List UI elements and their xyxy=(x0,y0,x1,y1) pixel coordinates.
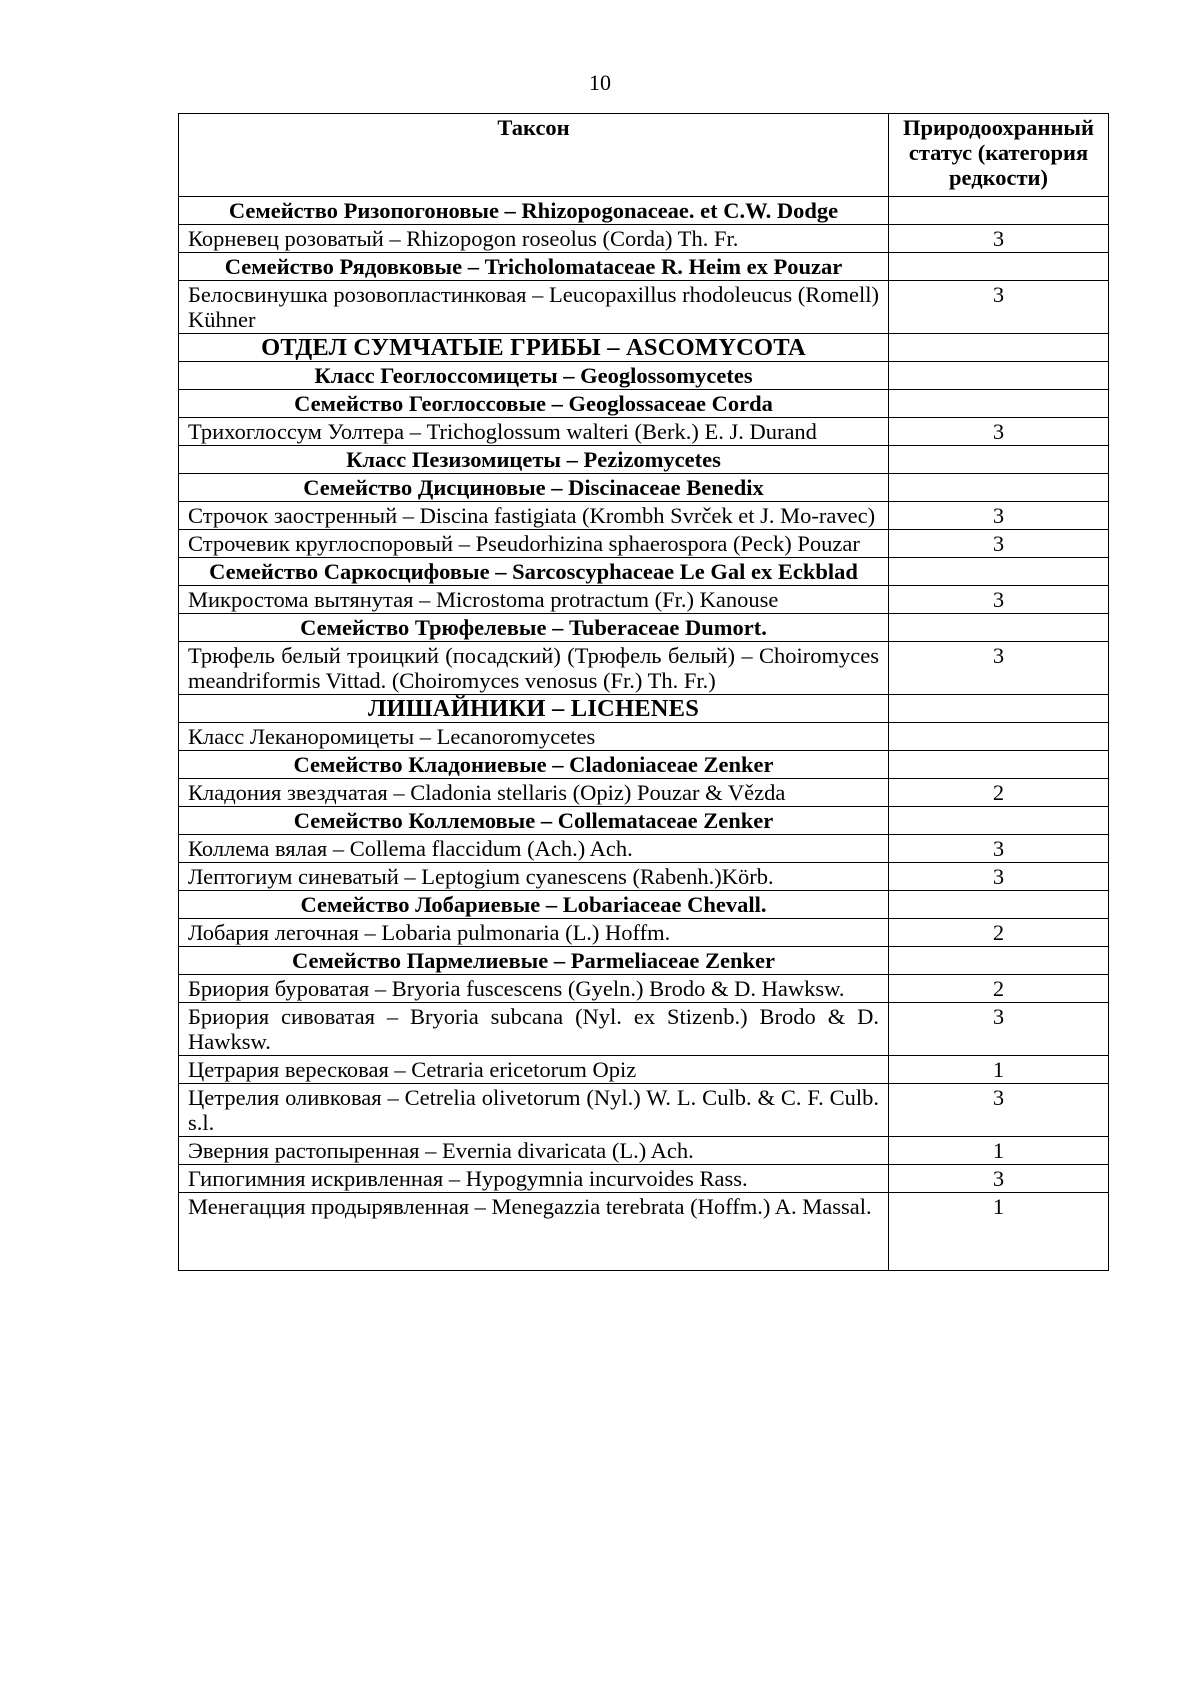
table-row-species xyxy=(179,642,1109,695)
table-row-species xyxy=(179,1084,1109,1137)
table-row-class xyxy=(179,362,1109,390)
table-row-class xyxy=(179,446,1109,474)
table-row-species xyxy=(179,225,1109,253)
table-row-species xyxy=(179,418,1109,446)
taxon-cell: Класс Пезизомицеты – Pezizomycetes xyxy=(179,446,889,474)
taxon-cell: Корневец розоватый – Rhizopogon roseolus (Corda) Th. Fr. xyxy=(179,225,889,253)
status-cell: 3 xyxy=(889,225,1109,253)
status-cell: 3 xyxy=(889,281,1109,334)
status-cell: 3 xyxy=(889,835,1109,863)
table-row-family xyxy=(179,891,1109,919)
taxon-cell: ЛИШАЙНИКИ – LICHENES xyxy=(179,695,889,723)
taxon-cell: Менегацция продырявленная – Menegazzia terebrata (Hoffm.) A. Massal. xyxy=(179,1193,889,1271)
table-row-family xyxy=(179,474,1109,502)
status-cell xyxy=(889,947,1109,975)
taxon-cell: Семейство Трюфелевые – Tuberaceae Dumort. xyxy=(179,614,889,642)
taxon-cell: Семейство Лобариевые – Lobariaceae Chevall. xyxy=(179,891,889,919)
taxon-cell: Семейство Ризопогоновые – Rhizopogonaceae. et C.W. Dodge xyxy=(179,197,889,225)
taxon-cell: Микростома вытянутая – Microstoma protractum (Fr.) Kanouse xyxy=(179,586,889,614)
taxon-cell: Коллема вялая – Collema flaccidum (Ach.) Ach. xyxy=(179,835,889,863)
status-cell: 2 xyxy=(889,779,1109,807)
status-cell: 3 xyxy=(889,586,1109,614)
taxon-cell: Класс Леканоромицеты – Lecanoromycetes xyxy=(179,723,889,751)
status-cell xyxy=(889,446,1109,474)
status-cell xyxy=(889,614,1109,642)
table-row-species xyxy=(179,1165,1109,1193)
red-book-table xyxy=(178,113,1109,1271)
status-cell: 1 xyxy=(889,1193,1109,1271)
taxon-cell: Цетрелия оливковая – Cetrelia olivetorum (Nyl.) W. L. Culb. & C. F. Culb. s.l. xyxy=(179,1084,889,1137)
taxon-cell: Семейство Геоглоссовые – Geoglossaceae Corda xyxy=(179,390,889,418)
status-cell xyxy=(889,558,1109,586)
status-cell: 3 xyxy=(889,863,1109,891)
table-row-species xyxy=(179,1003,1109,1056)
status-cell xyxy=(889,474,1109,502)
table-body xyxy=(179,197,1109,1271)
table-row-species xyxy=(179,779,1109,807)
status-cell xyxy=(889,334,1109,362)
page-number: 10 xyxy=(589,70,611,95)
table-row-species xyxy=(179,975,1109,1003)
status-cell: 3 xyxy=(889,1084,1109,1137)
table-row-family xyxy=(179,807,1109,835)
taxon-cell: ОТДЕЛ СУМЧАТЫЕ ГРИБЫ – ASCOMYCOTA xyxy=(179,334,889,362)
taxon-cell: Семейство Саркосцифовые – Sarcoscyphaceae Le Gal ex Eckblad xyxy=(179,558,889,586)
status-cell: 3 xyxy=(889,642,1109,695)
taxon-cell: Цетрария вересковая – Cetraria ericetorum Opiz xyxy=(179,1056,889,1084)
taxon-cell: Семейство Дисциновые – Discinaceae Benedix xyxy=(179,474,889,502)
status-cell: 3 xyxy=(889,530,1109,558)
table-row-division xyxy=(179,334,1109,362)
table-row-family xyxy=(179,390,1109,418)
column-header-status: Природоохранный статус (категория редкости) xyxy=(889,114,1109,197)
status-cell xyxy=(889,891,1109,919)
taxon-cell: Семейство Рядовковые – Tricholomataceae R. Heim ex Pouzar xyxy=(179,253,889,281)
table-row-species xyxy=(179,1193,1109,1271)
taxon-cell: Лептогиум синеватый – Leptogium cyanescens (Rabenh.)Körb. xyxy=(179,863,889,891)
table-row-species xyxy=(179,863,1109,891)
column-header-taxon: Таксон xyxy=(179,114,889,197)
status-cell xyxy=(889,751,1109,779)
table-row-family xyxy=(179,947,1109,975)
taxon-cell: Строчевик круглоспоровый – Pseudorhizina sphaerospora (Peck) Pouzar xyxy=(179,530,889,558)
status-cell xyxy=(889,807,1109,835)
table-row-family xyxy=(179,751,1109,779)
status-cell: 3 xyxy=(889,1003,1109,1056)
taxon-cell: Трюфель белый троицкий (посадский) (Трюфель белый) – Choiromyces meandriformis Vittad. (Choiromyces venosus (Fr.) Th. Fr.) xyxy=(179,642,889,695)
table-row-species xyxy=(179,530,1109,558)
taxon-cell: Семейство Коллемовые – Collemataceae Zenker xyxy=(179,807,889,835)
taxon-cell: Бриория буроватая – Bryoria fuscescens (Gyeln.) Brodo & D. Hawksw. xyxy=(179,975,889,1003)
status-cell xyxy=(889,253,1109,281)
table-row-species xyxy=(179,281,1109,334)
taxon-cell: Бриория сивоватая – Bryoria subcana (Nyl. ex Stizenb.) Brodo & D. Hawksw. xyxy=(179,1003,889,1056)
status-cell: 2 xyxy=(889,919,1109,947)
status-cell xyxy=(889,362,1109,390)
status-cell xyxy=(889,390,1109,418)
taxon-cell: Белосвинушка розовопластинковая – Leucopaxillus rhodoleucus (Romell) Kühner xyxy=(179,281,889,334)
table-row-species xyxy=(179,586,1109,614)
status-cell: 3 xyxy=(889,502,1109,530)
status-cell xyxy=(889,723,1109,751)
table-row-family xyxy=(179,197,1109,225)
table-row-species xyxy=(179,502,1109,530)
taxon-cell: Кладония звездчатая – Cladonia stellaris (Opiz) Pouzar & Vězda xyxy=(179,779,889,807)
status-cell xyxy=(889,197,1109,225)
table-row-class-plain xyxy=(179,723,1109,751)
taxon-cell: Семейство Пармелиевые – Parmeliaceae Zenker xyxy=(179,947,889,975)
status-cell xyxy=(889,695,1109,723)
taxon-cell: Семейство Кладониевые – Cladoniaceae Zenker xyxy=(179,751,889,779)
taxon-cell: Эверния растопыренная – Evernia divaricata (L.) Ach. xyxy=(179,1137,889,1165)
table-row-family xyxy=(179,614,1109,642)
table-row-species xyxy=(179,919,1109,947)
table-row-family xyxy=(179,558,1109,586)
status-cell: 3 xyxy=(889,418,1109,446)
table-row-family xyxy=(179,253,1109,281)
status-cell: 3 xyxy=(889,1165,1109,1193)
table-header-row xyxy=(179,114,1109,197)
table-row-species xyxy=(179,835,1109,863)
status-cell: 2 xyxy=(889,975,1109,1003)
taxon-cell: Гипогимния искривленная – Hypogymnia incurvoides Rass. xyxy=(179,1165,889,1193)
table-row-species xyxy=(179,1056,1109,1084)
table-row-species xyxy=(179,1137,1109,1165)
status-cell: 1 xyxy=(889,1056,1109,1084)
taxon-cell: Строчок заостренный – Discina fastigiata (Krombh Svrček et J. Mo-ravec) xyxy=(179,502,889,530)
taxon-cell: Лобария легочная – Lobaria pulmonaria (L.) Hoffm. xyxy=(179,919,889,947)
status-cell: 1 xyxy=(889,1137,1109,1165)
table-row-division xyxy=(179,695,1109,723)
taxon-cell: Класс Геоглоссомицеты – Geoglossomycetes xyxy=(179,362,889,390)
taxon-cell: Трихоглоссум Уолтера – Trichoglossum walteri (Berk.) E. J. Durand xyxy=(179,418,889,446)
